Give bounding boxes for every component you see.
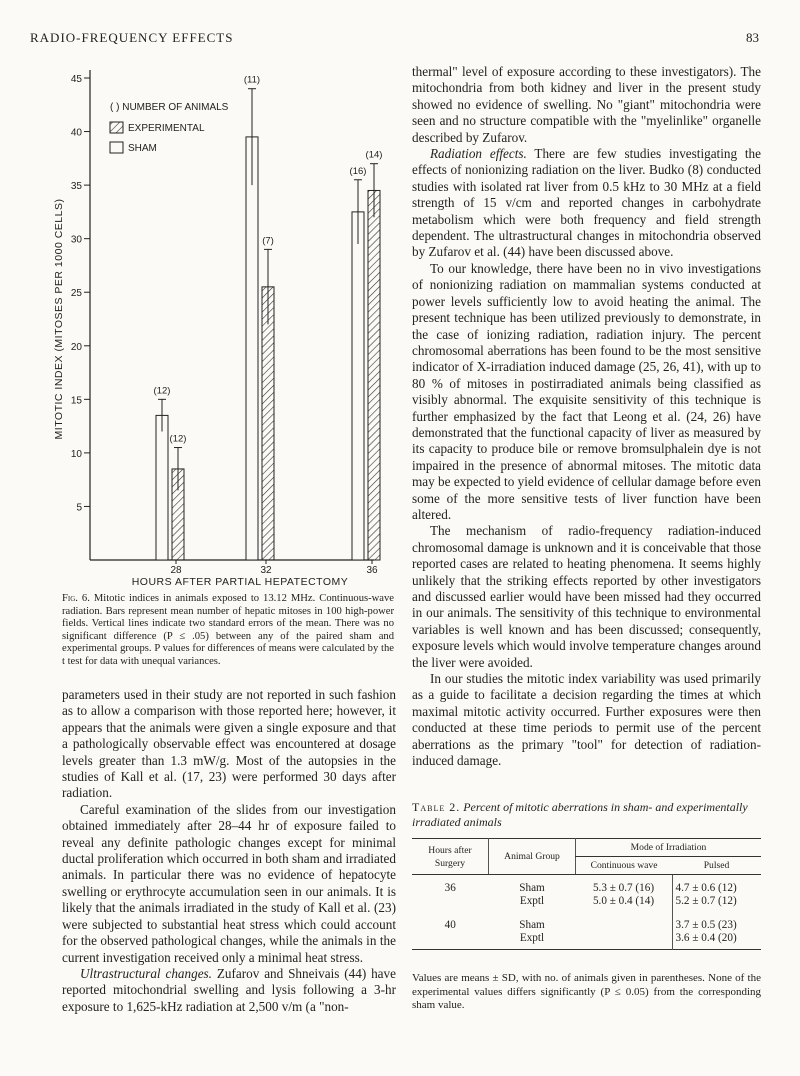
figure-caption: [62, 593, 394, 669]
table-row: [412, 895, 761, 908]
cell-cw: 5.3 ± 0.7 (16): [592, 881, 655, 894]
left-paragraph-3: [62, 966, 396, 1015]
y-tick-label: 5: [76, 502, 82, 514]
cell-pulsed: 4.7 ± 0.6 (12): [672, 875, 761, 895]
cell-pulsed: 3.6 ± 0.4 (20): [672, 932, 761, 950]
left-paragraph-2: Careful examination of the slides from our investigation obtained immediately after 28–44 hr of exposure failed to reveal any definite pathologic changes except for minimal ductal proliferation which occurred in both sham and irradiated animals. In particular there was no evidence of hepatocyte swelling or erythrocyte accumulation seen in our animals. It is likely that the animals irradiated in the study of Kall et al. (23) were subjected to substantial heat stress which could account for the observed pathological changes, while the animals in the current investigation received only a minimal heat stress.: [62, 801, 396, 965]
cell-group: Exptl: [519, 894, 545, 907]
right-paragraph-2: [412, 146, 761, 261]
right-paragraph-3: To our knowledge, there have been no in vivo investigations of nonionizing radiation on mammalian systems conducted at power levels sufficiently low to avoid heating the animal. The present technique has been utilized previously to demonstrate, in the case of ionizing radiation, radiation injury. The percent chromosomal aberrations has been found to be the most sensitive indicator of X-irradiation induced damage (25, 26, 41), with up to 80 % of mitoses in postirradiated animals being classified as visibly abnormal. The exquisite sensitivity of this technique is further emphasized by the fact that Leong et al. (24, 26) have demonstrated that the functional capacity of liver as measured by its capacity to produce bile or remove bromsulphalein dye is not impaired in the presence of abnormal mitoses. The mitotic data may be expected to yield evidence of cellular damage before even some of the more sensitive tests of liver function have been altered.: [412, 260, 761, 522]
y-tick-label: 10: [70, 448, 82, 460]
cell-pulsed: 5.2 ± 0.7 (12): [672, 895, 761, 908]
sham-bar: [352, 212, 364, 560]
table-title-text: Percent of mitotic aberrations in sham- and experimentally irradiated animals: [412, 800, 748, 829]
cell-cw: 5.0 ± 0.4 (14): [592, 894, 655, 907]
cell-hours: [412, 932, 489, 950]
experimental-count-label: (14): [365, 149, 383, 161]
radiation-effects-heading: Radiation effects.: [430, 146, 527, 162]
mitotic-index-chart: [40, 60, 383, 590]
col-mode-header: Mode of Irradiation: [576, 839, 762, 857]
experimental-count-label: (12): [169, 433, 187, 445]
radiation-effects-text: There are few studies investigating the effects of nonionizing radiation on the liver. Budko (8) conducted studies with isolated rat liver from 0.5 kHz to 30 MHz at a field strength of 15 v/cm and reported changes in carbohydrate metabolism which were both frequency and field strength dependent. The ultrastructural changes in mitochondria observed by Zufarov et al. (44) have been discussed above.: [412, 146, 762, 260]
cell-cw: [576, 932, 673, 950]
cell-pulsed: 3.7 ± 0.5 (23): [672, 908, 761, 932]
col-hours-header: Hours after Surgery: [412, 839, 489, 875]
sham-bar: [246, 137, 258, 560]
cell-hours: 36: [444, 881, 456, 894]
col-cw-header: Continuous wave: [576, 857, 673, 875]
cell-group: Sham: [519, 918, 545, 931]
y-tick-label: 20: [70, 341, 82, 353]
y-axis-label: MITOTIC INDEX (MITOSES PER 1000 CELLS): [53, 198, 65, 440]
y-tick-label: 35: [70, 181, 82, 193]
y-tick-label: 30: [70, 234, 82, 246]
table-row: [412, 875, 761, 895]
running-title: RADIO-FREQUENCY EFFECTS: [30, 30, 234, 45]
left-column-text: [62, 687, 396, 1015]
legend-sham-label: SHAM: [128, 143, 157, 154]
experimental-bar: [262, 287, 274, 560]
right-column-text: [412, 64, 761, 769]
legend-count-label: ( ) NUMBER OF ANIMALS: [110, 102, 229, 113]
cell-group: Exptl: [519, 931, 545, 944]
page-number: 83: [746, 30, 759, 45]
table-note: Values are means ± SD, with no. of animals given in parentheses. None of the experimental values differs significantly (P ≤ 0.05) from the corresponding sham value.: [412, 972, 761, 1012]
x-axis-label: HOURS AFTER PARTIAL HEPATECTOMY: [131, 576, 349, 588]
figure-label: Fig. 6.: [62, 593, 90, 604]
col-pulsed-header: Pulsed: [672, 857, 761, 875]
ultrastructural-text: Zufarov and Shneivais (44) have reported mitochondrial swelling and lysis following a 3-hr exposure to 1,625-kHz radiation at 2,500 v/m (a "non-: [62, 965, 396, 1014]
sham-bar: [156, 415, 168, 560]
legend-sham-swatch: [110, 142, 123, 153]
table-label: Table 2.: [412, 800, 461, 814]
legend-experimental-label: EXPERIMENTAL: [128, 123, 205, 134]
table-title: [412, 800, 761, 830]
x-tick-label: 36: [366, 565, 378, 576]
figure-caption-text: Mitotic indices in animals exposed to 13.12 MHz. Continuous-wave radiation. Bars represent mean number of hepatic mitoses in 100 high-power fields. Vertical lines indicate two standard errors of the mean. There was no significant difference (P ≤ .05) between any of the paired sham and experimental groups. P values for differences of means were calculated by the t test for data with unequal variances.: [62, 593, 394, 667]
experimental-count-label: (7): [262, 235, 274, 247]
y-tick-label: 15: [70, 395, 82, 407]
cell-group: Sham: [519, 881, 545, 894]
x-tick-label: 32: [260, 565, 272, 576]
ultrastructural-heading: Ultrastructural changes.: [80, 965, 212, 981]
y-tick-label: 40: [70, 127, 82, 139]
left-paragraph-1: parameters used in their study are not reported in such fashion as to allow a comparison with those reported here; however, it appears that the animals were given a single exposure and that a pathologically observable effect was encountered at dosage levels greater than 1.3 mW/g. Most of the autopsies in the studies of Kall et al. (17, 23) were performed 30 days after radiation.: [62, 687, 396, 801]
y-tick-label: 25: [70, 288, 82, 300]
experimental-bar: [368, 190, 380, 560]
right-paragraph-4: The mechanism of radio-frequency radiation-induced chromosomal damage is unknown and it is conceivable that those reported cases are related to heating phenomena. It seems highly unlikely that the striking effects reported by other investigators and discussed earlier would have been missed had they occurred in our animals. The sensitivity of this technique to environmental variables is well known and has been discussed; consequently, exposure levels which would involve temperature changes around the liver were avoided.: [412, 523, 761, 670]
cell-hours: [412, 895, 489, 908]
aberration-table: [412, 838, 761, 950]
legend-experimental-swatch: [110, 122, 123, 133]
cell-cw: [576, 908, 673, 932]
col-group-header: Animal Group: [489, 839, 576, 875]
table-row: [412, 932, 761, 950]
sham-count-label: (16): [349, 165, 367, 177]
y-tick-label: 45: [70, 74, 82, 85]
sham-count-label: (12): [153, 385, 171, 397]
sham-count-label: (11): [243, 74, 261, 86]
x-tick-label: 28: [170, 565, 182, 576]
right-paragraph-1: thermal" level of exposure according to these investigators). The mitochondria from both kidney and liver in the present study showed no evidence of swelling. No "giant" mitochondria were seen and no structure compatible with the "myelinlike" organelle described by Zufarov.: [412, 64, 761, 145]
table-row: [412, 908, 761, 932]
right-paragraph-5: In our studies the mitotic index variability was used primarily as a guide to facilitate a decision regarding the times at which maximal mitotic activity occurred. Further exposures were then conducted at these time periods to permit use of the percent aberrations as the primary "tool" for detection of radiation-induced damage.: [412, 671, 761, 769]
cell-hours: 40: [444, 918, 456, 931]
